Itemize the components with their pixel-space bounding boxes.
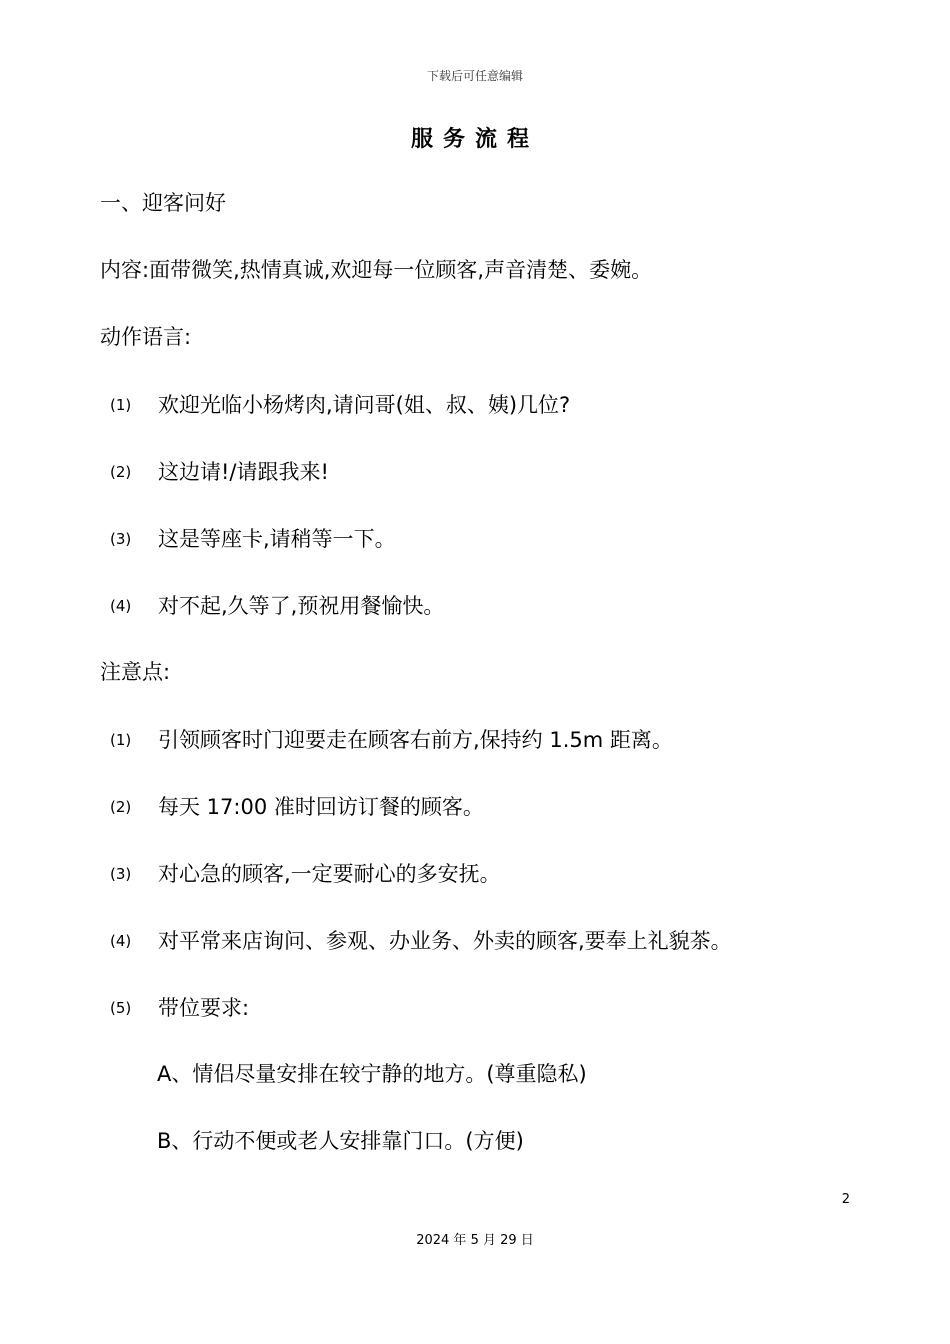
section-heading: 一、迎客问好 [100,191,226,215]
speech-label: 动作语言: [100,325,192,349]
item-text: 带位要求: [158,996,250,1020]
item-number: (4) [110,597,132,615]
item-text: 这是等座卡,请稍等一下。 [158,527,396,551]
note-item [110,792,484,821]
item-number: (1) [110,396,132,414]
note-item [110,993,249,1022]
item-number: (1) [110,731,132,749]
speech-item [110,390,570,419]
item-text: 每天 17:00 准时回访订餐的顾客。 [158,795,484,819]
item-text: 对平常来店询问、参观、办业务、外卖的顾客,要奉上礼貌茶。 [158,929,732,953]
item-text: 对不起,久等了,预祝用餐愉快。 [158,594,445,618]
item-number: (5) [110,999,132,1017]
item-text: 欢迎光临小杨烤肉,请问哥(姐、叔、姨)几位? [158,393,571,417]
note-item [110,859,501,888]
content-paragraph: 内容:面带微笑,热情真诚,欢迎每一位顾客,声音清楚、委婉。 [100,258,653,282]
item-number: (3) [110,865,132,883]
item-number: (2) [110,798,132,816]
note-item [110,725,673,754]
item-number: (3) [110,530,132,548]
item-text: 这边请!/请跟我来! [158,460,329,484]
document-title: 服务流程 [410,127,539,152]
notes-label: 注意点: [100,660,171,684]
item-number: (4) [110,932,132,950]
speech-item [110,457,329,486]
item-text: 引领顾客时门迎要走在顾客右前方,保持约 1.5m 距离。 [158,728,673,752]
footer-date: 2024 年 5 月 29 日 [416,1233,534,1248]
header-note: 下载后可任意编辑 [426,69,523,83]
speech-item [110,524,396,553]
speech-item [110,591,444,620]
note-item [110,926,732,955]
seating-item: A、情侣尽量安排在较宁静的地方。(尊重隐私) [157,1062,587,1086]
item-number: (2) [110,463,132,481]
page-number: 2 [841,1192,850,1207]
seating-item: B、行动不便或老人安排靠门口。(方便) [157,1129,524,1153]
item-text: 对心急的顾客,一定要耐心的多安抚。 [158,862,501,886]
